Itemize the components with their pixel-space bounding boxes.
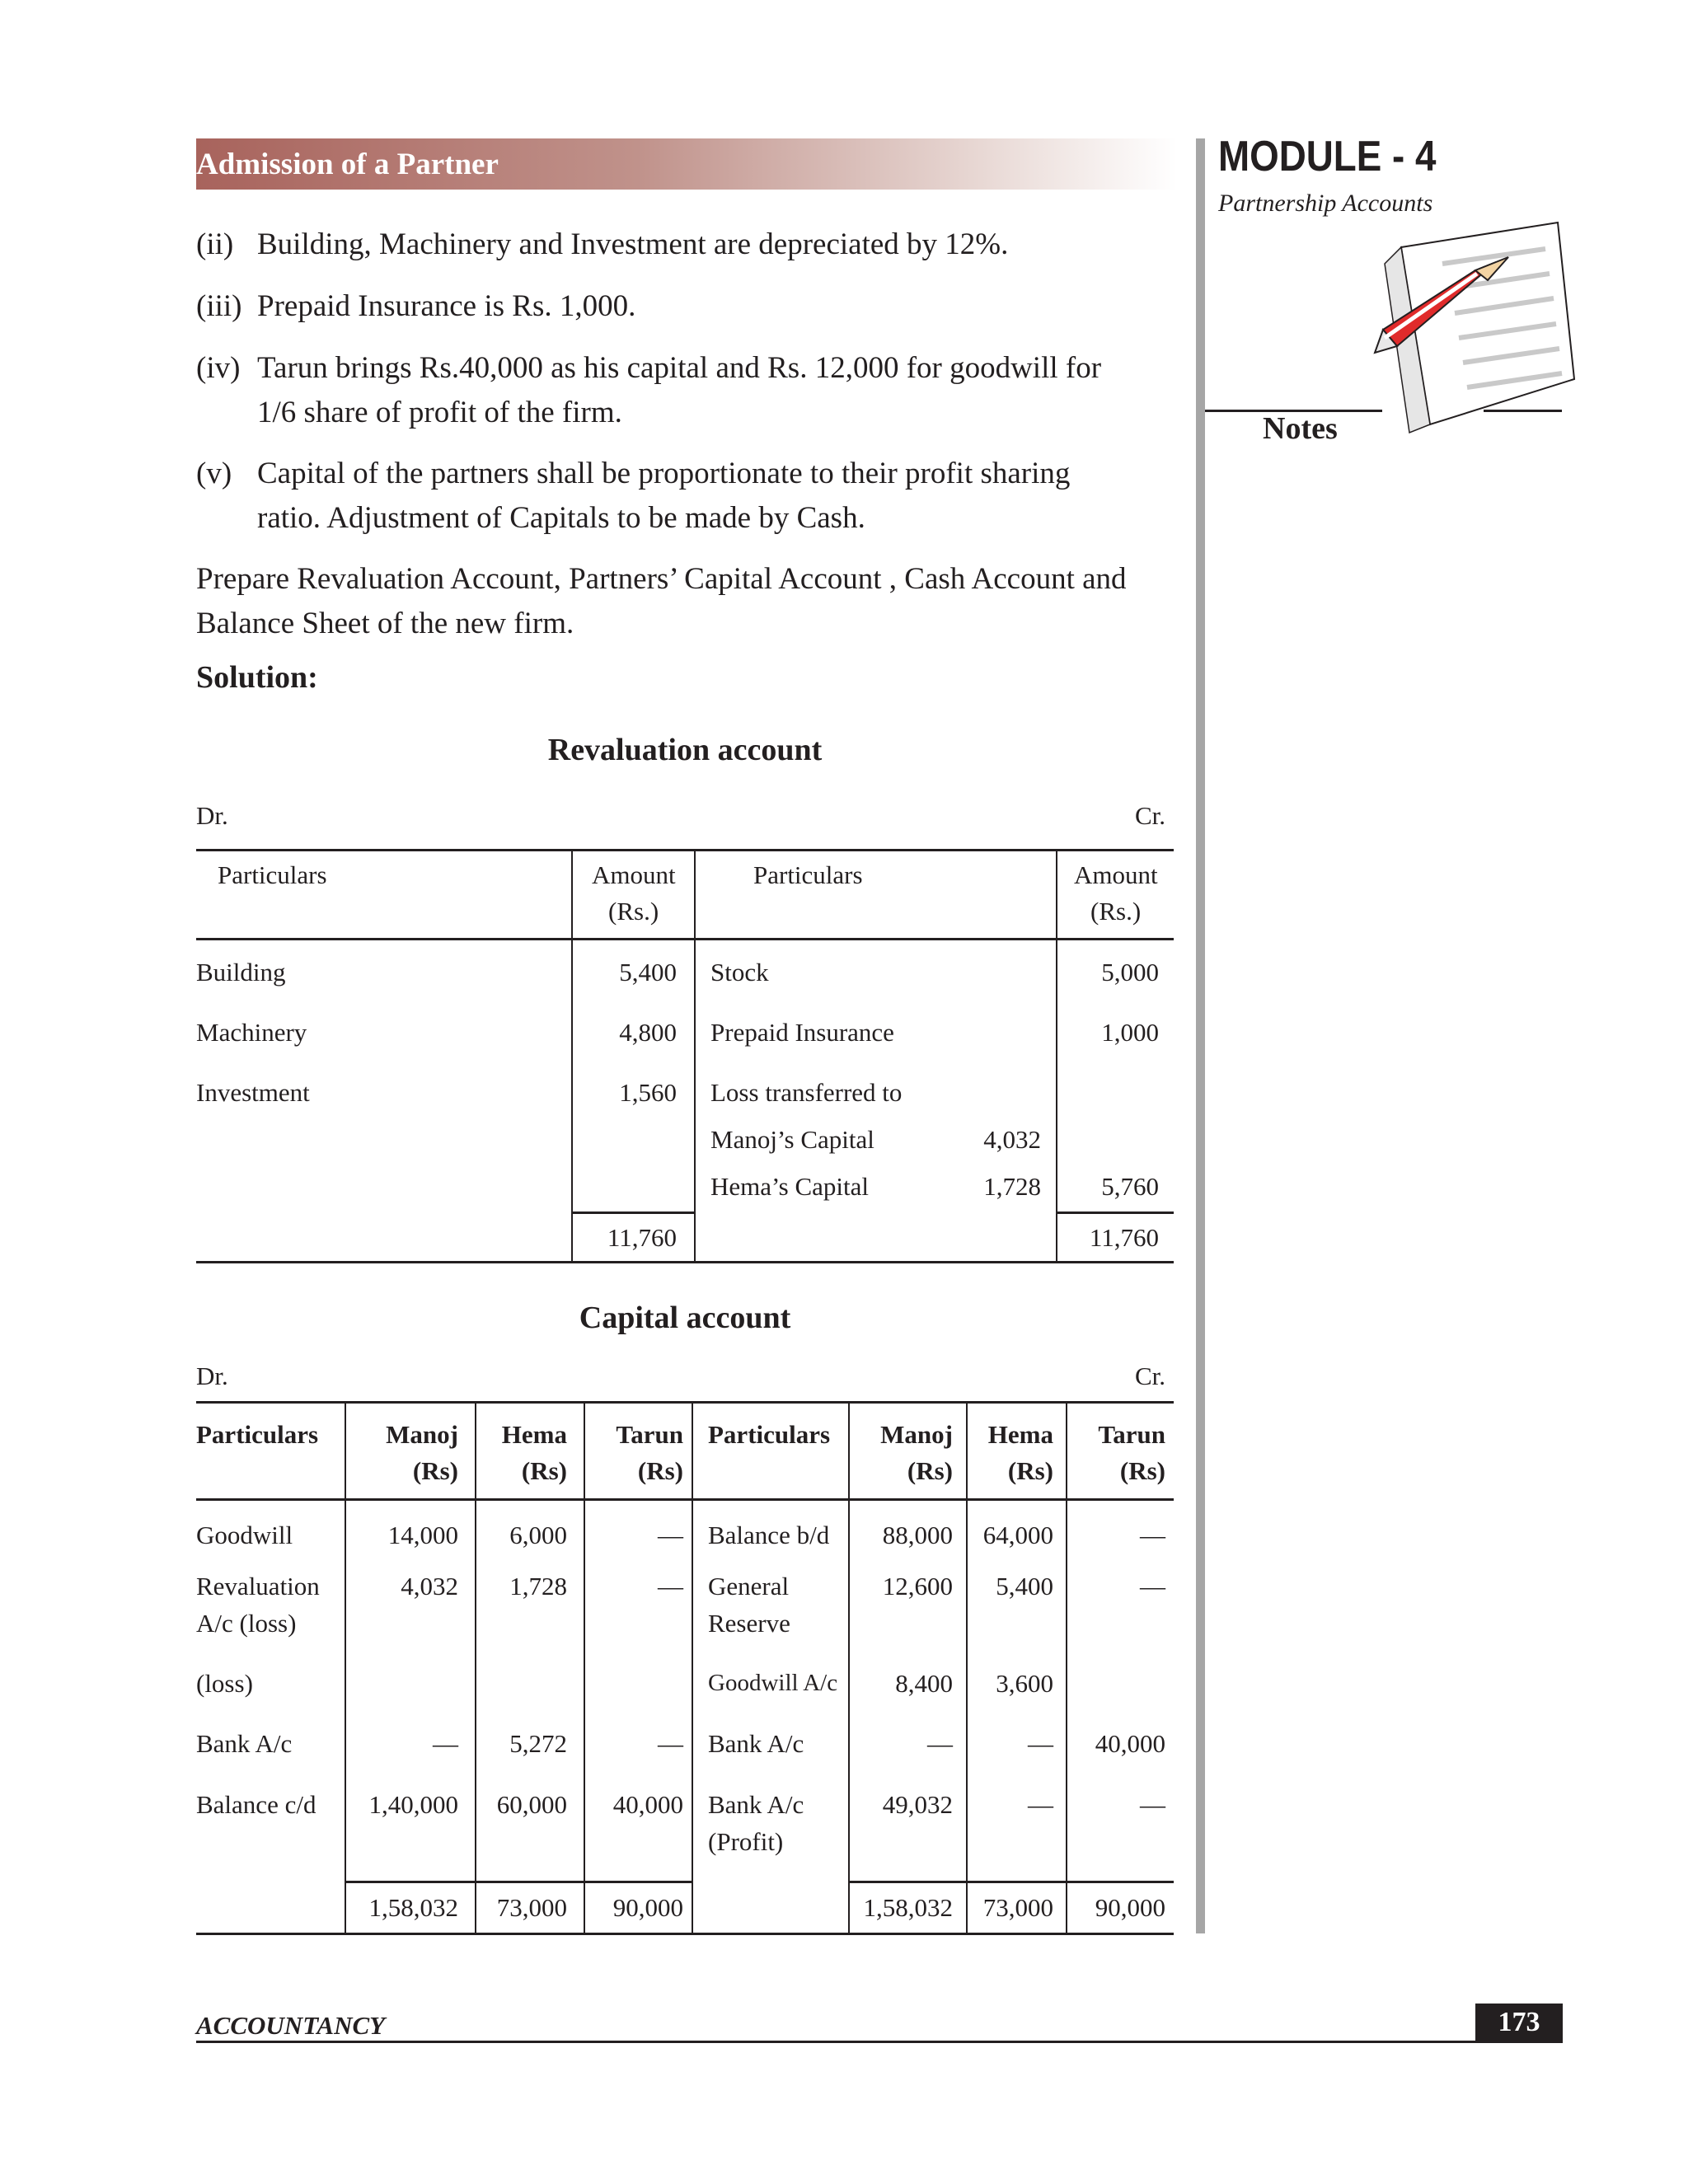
total-debit-hema: 73,000 [496, 1893, 567, 1922]
debit-amount: 5,400 [619, 958, 677, 987]
module-title: MODULE - 4 [1218, 133, 1437, 180]
capital-title: Capital account [579, 1301, 791, 1335]
revaluation-title: Revaluation account [547, 733, 823, 767]
debit-tarun: — [658, 1729, 683, 1758]
dr-label: Dr. [196, 801, 228, 830]
credit-hema: 5,400 [996, 1572, 1053, 1601]
total-credit: 11,760 [1089, 1223, 1159, 1252]
loss-share-label: Hema’s Capital [710, 1172, 869, 1201]
credit-label: General [708, 1572, 790, 1601]
total-debit: 11,760 [607, 1223, 677, 1252]
item-continuation: 1/6 share of profit of the firm. [257, 396, 622, 429]
item-text: Tarun brings Rs.40,000 as his capital and Rs. 12,000 for goodwill for [257, 351, 1102, 385]
notes-label: Notes [1263, 411, 1338, 446]
credit-hema: — [1028, 1790, 1053, 1819]
rule [692, 1401, 693, 1933]
rule [694, 849, 696, 1261]
debit-hema: 60,000 [496, 1790, 567, 1819]
page-number: 173 [1475, 2004, 1563, 2041]
credit-amount: 1,000 [1101, 1018, 1159, 1047]
col-header-hema: Hema [501, 1420, 567, 1449]
rule [196, 1401, 1174, 1404]
total-credit-tarun: 90,000 [1095, 1893, 1165, 1922]
item-ii [196, 223, 1174, 267]
col-header-unit: (Rs.) [608, 897, 659, 926]
col-header-tarun: Tarun [1098, 1420, 1165, 1449]
item-text: Building, Machinery and Investment are depreciated by 12%. [257, 227, 1009, 261]
rule [345, 1881, 692, 1883]
col-header-unit: (Rs) [521, 1456, 567, 1485]
debit-label: Machinery [196, 1018, 307, 1047]
credit-hema: 3,600 [996, 1669, 1053, 1698]
item-text: Capital of the partners shall be proportionate to their profit sharing [257, 457, 1071, 490]
rule [196, 849, 1174, 851]
debit-label: Building [196, 958, 286, 987]
debit-manoj: — [433, 1729, 458, 1758]
item-number: (ii) [196, 227, 234, 261]
credit-tarun: — [1140, 1521, 1165, 1549]
credit-label: Bank A/c [708, 1729, 804, 1758]
credit-tarun: 40,000 [1095, 1729, 1165, 1758]
credit-label: Prepaid Insurance [710, 1018, 894, 1047]
margin-divider [1196, 138, 1205, 1933]
cr-label: Cr. [1134, 801, 1165, 830]
cr-label: Cr. [1134, 1361, 1165, 1390]
col-header-unit: (Rs.) [1090, 897, 1142, 926]
item-number: (iii) [196, 289, 242, 323]
credit-manoj: — [927, 1729, 953, 1758]
debit-tarun: — [658, 1572, 683, 1601]
loss-share-label: Manoj’s Capital [710, 1125, 874, 1154]
credit-label: Balance b/d [708, 1521, 830, 1549]
total-debit-tarun: 90,000 [612, 1893, 683, 1922]
item-number: (v) [196, 457, 232, 490]
instruction [196, 557, 1174, 646]
item-iv [196, 346, 1174, 435]
total-debit-manoj: 1,58,032 [368, 1893, 458, 1922]
rule [196, 1933, 1174, 1935]
credit-hema: 64,000 [982, 1521, 1053, 1549]
capital-dr-cr [196, 1361, 1165, 1391]
col-header-unit: (Rs) [907, 1456, 953, 1485]
col-header-unit: (Rs) [412, 1456, 458, 1485]
rule [196, 1261, 1174, 1263]
credit-label-cont: Reserve [708, 1609, 790, 1638]
item-iii [196, 284, 1174, 329]
credit-manoj: 88,000 [882, 1521, 953, 1549]
credit-manoj: 8,400 [895, 1669, 953, 1698]
debit-hema: 5,272 [509, 1729, 567, 1758]
col-header-manoj: Manoj [880, 1420, 953, 1449]
col-header-amount: Amount [592, 860, 676, 889]
revaluation-table [196, 849, 1174, 1261]
total-credit-hema: 73,000 [982, 1893, 1053, 1922]
section-title: Admission of a Partner [196, 148, 499, 181]
credit-label: Stock [710, 958, 769, 987]
debit-label: Goodwill [196, 1521, 293, 1549]
credit-label: Goodwill A/c [708, 1670, 838, 1696]
debit-tarun: — [658, 1521, 683, 1549]
credit-manoj: 12,600 [882, 1572, 953, 1601]
capital-table [196, 1401, 1174, 1937]
col-header-particulars: Particulars [218, 860, 327, 889]
debit-tarun: 40,000 [612, 1790, 683, 1819]
col-header-amount: Amount [1074, 860, 1158, 889]
debit-hema: 6,000 [509, 1521, 567, 1549]
debit-amount: 1,560 [619, 1078, 677, 1107]
col-header-particulars: Particulars [708, 1420, 831, 1449]
debit-label: Revaluation [196, 1572, 320, 1601]
rule [196, 938, 1174, 940]
col-header-manoj: Manoj [386, 1420, 458, 1449]
notes-rule-right [1484, 410, 1562, 412]
credit-amount: 5,000 [1101, 958, 1159, 987]
credit-label: Bank A/c [708, 1790, 804, 1819]
credit-manoj: 49,032 [882, 1790, 953, 1819]
debit-label-cont: A/c (loss) [196, 1609, 297, 1638]
debit-manoj: 14,000 [387, 1521, 458, 1549]
col-header-tarun: Tarun [616, 1420, 683, 1449]
solution-label: Solution: [196, 660, 318, 695]
loss-share-amount: 1,728 [983, 1172, 1041, 1201]
col-header-unit: (Rs) [637, 1456, 683, 1485]
footer-rule [196, 2041, 1563, 2043]
debit-hema: 1,728 [509, 1572, 567, 1601]
rule [571, 1212, 695, 1214]
instruction-line: Balance Sheet of the new firm. [196, 607, 574, 640]
module-subtitle: Partnership Accounts [1218, 190, 1433, 217]
credit-tarun: — [1140, 1572, 1165, 1601]
col-header-unit: (Rs) [1007, 1456, 1053, 1485]
debit-amount: 4,800 [619, 1018, 677, 1047]
instruction-line: Prepare Revaluation Account, Partners’ Capital Account , Cash Account and [196, 562, 1127, 596]
credit-amount: 5,760 [1101, 1172, 1159, 1201]
col-header-particulars: Particulars [753, 860, 863, 889]
debit-manoj: 4,032 [401, 1572, 458, 1601]
loss-share-amount: 4,032 [983, 1125, 1041, 1154]
credit-label: Loss transferred to [710, 1078, 903, 1107]
footer-subject: ACCOUNTANCY [196, 2011, 386, 2040]
debit-label: Bank A/c [196, 1729, 293, 1758]
credit-label-cont: (Profit) [708, 1827, 784, 1856]
rule [848, 1881, 1174, 1883]
debit-label: (loss) [196, 1669, 253, 1698]
item-v [196, 452, 1174, 541]
rule [196, 1498, 1174, 1501]
debit-label: Investment [196, 1078, 310, 1107]
col-header-particulars: Particulars [196, 1420, 319, 1449]
item-text: Prepaid Insurance is Rs. 1,000. [257, 289, 636, 323]
revaluation-dr-cr [196, 801, 1165, 831]
dr-label: Dr. [196, 1361, 228, 1390]
credit-hema: — [1028, 1729, 1053, 1758]
rule [1056, 1212, 1174, 1214]
credit-tarun: — [1140, 1790, 1165, 1819]
debit-label: Balance c/d [196, 1790, 316, 1819]
item-continuation: ratio. Adjustment of Capitals to be made by Cash. [257, 501, 865, 535]
col-header-unit: (Rs) [1119, 1456, 1165, 1485]
debit-manoj: 1,40,000 [368, 1790, 458, 1819]
total-credit-manoj: 1,58,032 [863, 1893, 953, 1922]
item-number: (iv) [196, 351, 241, 385]
rule [571, 849, 573, 1261]
col-header-hema: Hema [987, 1420, 1053, 1449]
